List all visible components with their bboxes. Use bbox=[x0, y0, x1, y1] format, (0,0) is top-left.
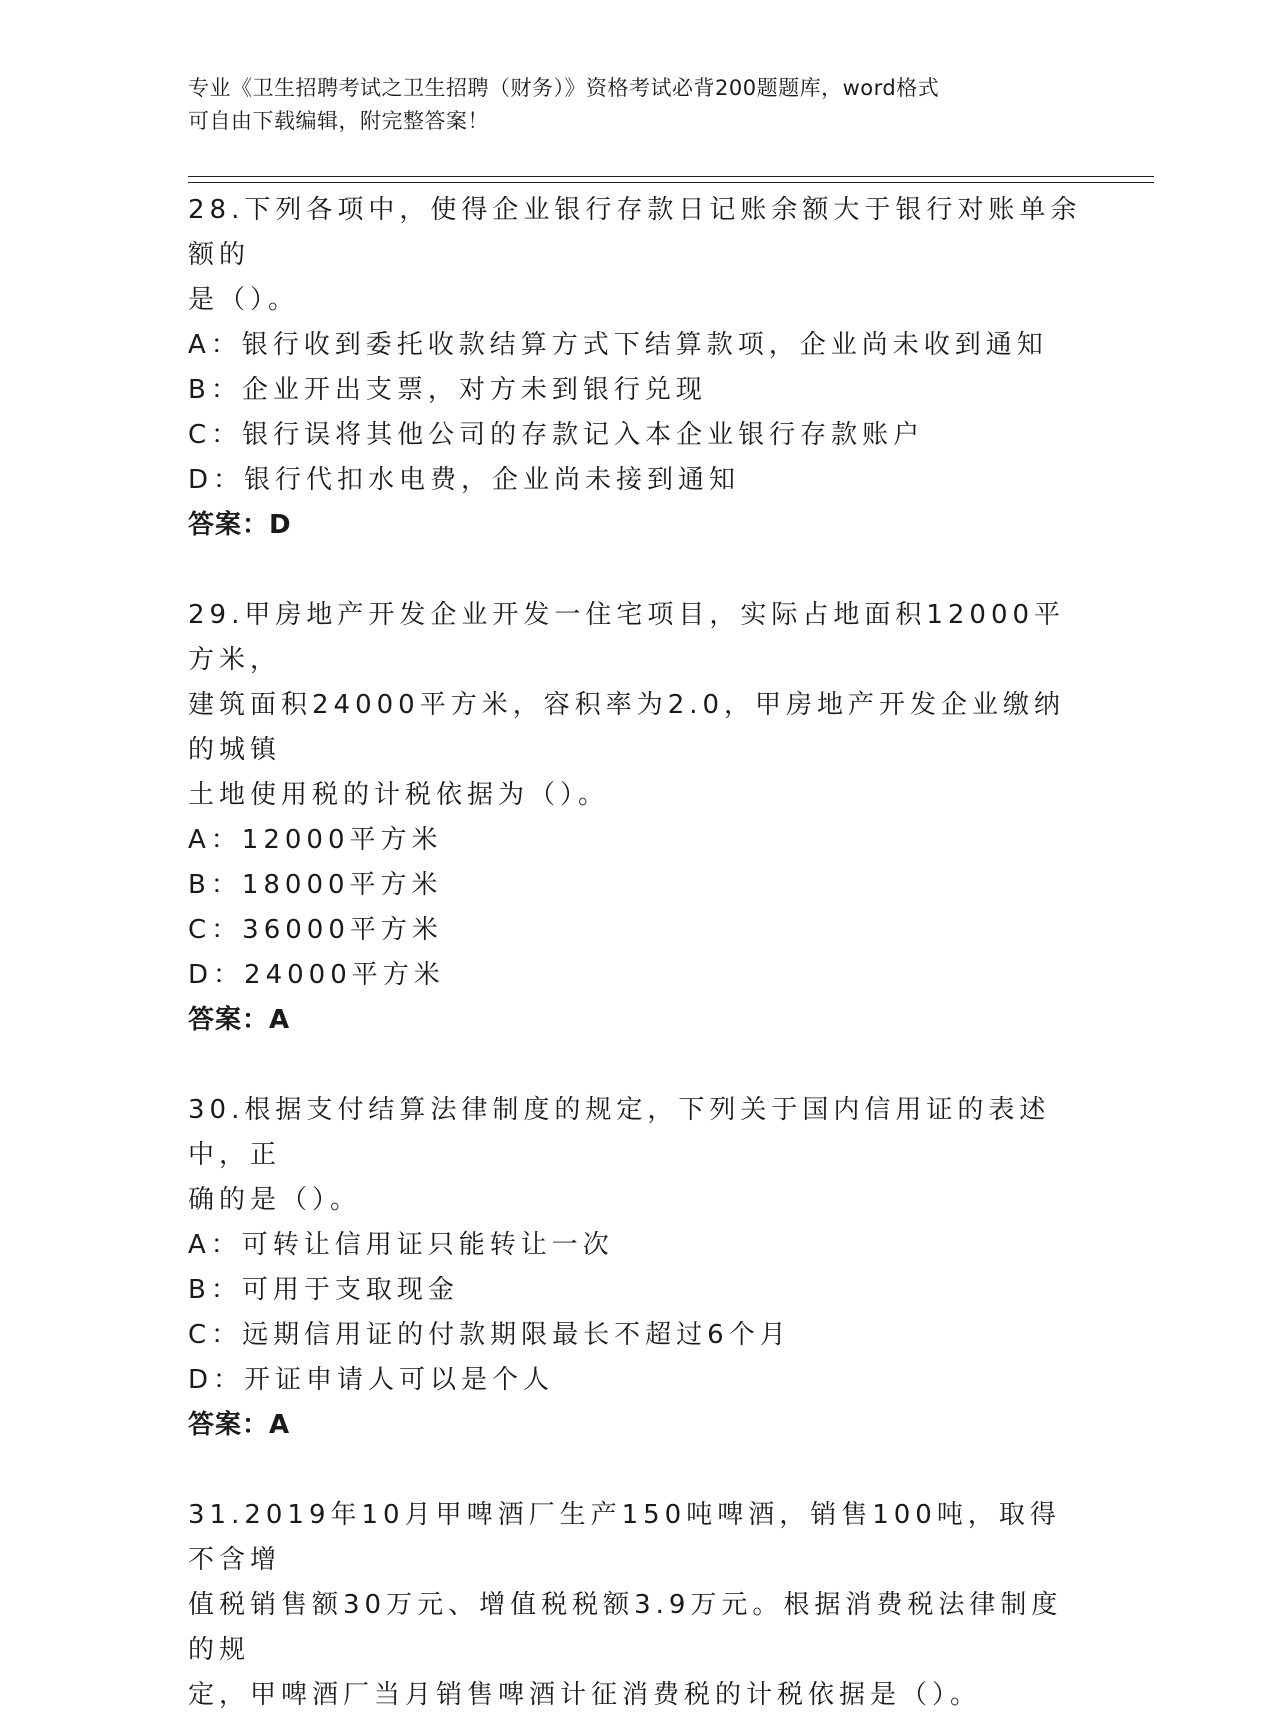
question-stem-line: 确的是（）。 bbox=[188, 1185, 362, 1215]
option-c: C：远期信用证的付款期限最长不超过6个月 bbox=[188, 1320, 791, 1350]
option-d: D：开证申请人可以是个人 bbox=[188, 1365, 555, 1395]
answer: 答案：A bbox=[188, 1005, 291, 1035]
question-29 bbox=[188, 593, 1088, 1043]
document-header bbox=[188, 72, 1068, 138]
option-b: B：企业开出支票，对方未到银行兑现 bbox=[188, 375, 707, 405]
question-stem-line: 定，甲啤酒厂当月销售啤酒计征消费税的计税依据是（）。 bbox=[188, 1680, 982, 1710]
option-a: A：银行收到委托收款结算方式下结算款项，企业尚未收到通知 bbox=[188, 330, 1048, 360]
question-stem-line: 建筑面积24000平方米，容积率为2.0，甲房地产开发企业缴纳的城镇 bbox=[188, 690, 1066, 765]
header-title-line-2: 可自由下载编辑，附完整答案！ bbox=[188, 109, 489, 133]
question-stem-line: 30.根据支付结算法律制度的规定，下列关于国内信用证的表述中，正 bbox=[188, 1095, 1051, 1170]
question-28 bbox=[188, 188, 1088, 548]
question-stem-line: 土地使用税的计税依据为（）。 bbox=[188, 780, 610, 810]
option-b: B：18000平方米 bbox=[188, 870, 443, 900]
answer: 答案：A bbox=[188, 1410, 291, 1440]
option-b: B：可用于支取现金 bbox=[188, 1275, 459, 1305]
option-c: C：银行误将其他公司的存款记入本企业银行存款账户 bbox=[188, 420, 925, 450]
question-stem-line: 是（）。 bbox=[188, 285, 300, 315]
header-title-line-1: 专业《卫生招聘考试之卫生招聘（财务）》资格考试必背200题题库，word格式 bbox=[188, 76, 940, 100]
question-stem-line: 31.2019年10月甲啤酒厂生产150吨啤酒，销售100吨，取得不含增 bbox=[188, 1500, 1061, 1575]
question-31 bbox=[188, 1493, 1088, 1718]
option-c: C：36000平方米 bbox=[188, 915, 443, 945]
question-stem-line: 值税销售额30万元、增值税税额3.9万元。根据消费税法律制度的规 bbox=[188, 1590, 1063, 1665]
question-stem-line: 29.甲房地产开发企业开发一住宅项目，实际占地面积12000平方米， bbox=[188, 600, 1066, 675]
question-stem-line: 28.下列各项中，使得企业银行存款日记账余额大于银行对账单余额的 bbox=[188, 195, 1082, 270]
option-a: A：12000平方米 bbox=[188, 825, 443, 855]
header-divider-top bbox=[188, 176, 1154, 177]
header-divider-bottom bbox=[188, 182, 1154, 183]
question-list bbox=[188, 188, 1088, 1718]
question-30 bbox=[188, 1088, 1088, 1448]
option-d: D：24000平方米 bbox=[188, 960, 445, 990]
option-d: D：银行代扣水电费，企业尚未接到通知 bbox=[188, 465, 741, 495]
option-a: A：可转让信用证只能转让一次 bbox=[188, 1230, 614, 1260]
answer: 答案：D bbox=[188, 510, 292, 540]
